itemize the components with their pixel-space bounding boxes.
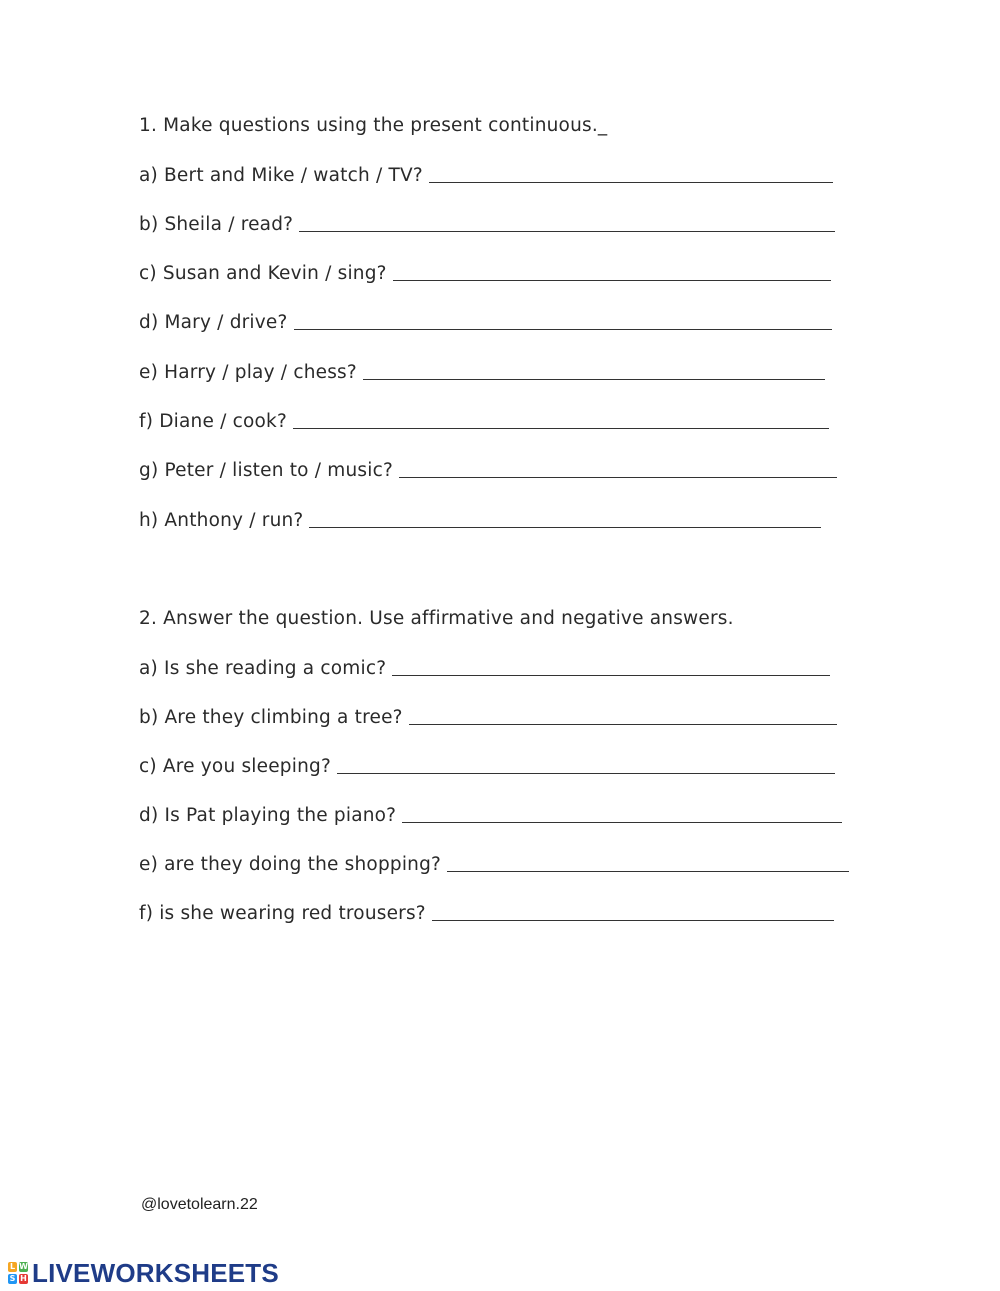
liveworksheets-logo[interactable]: [8, 1258, 279, 1288]
answer-blank[interactable]: [432, 919, 834, 921]
answer-blank[interactable]: [309, 526, 821, 528]
question-prompt: b) Are they climbing a tree?: [139, 707, 403, 728]
answer-blank[interactable]: [429, 181, 833, 183]
question-prompt: a) Is she reading a comic?: [139, 658, 387, 679]
answer-blank[interactable]: [393, 279, 831, 281]
section1-item-f: [139, 411, 829, 432]
question-prompt: c) Susan and Kevin / sing?: [139, 263, 387, 284]
answer-blank[interactable]: [402, 821, 842, 823]
question-prompt: e) are they doing the shopping?: [139, 854, 442, 875]
question-prompt: c) Are you sleeping?: [139, 756, 331, 777]
section2-heading: 2. Answer the question. Use affirmative and negative answers.: [139, 608, 734, 629]
section1-item-a: [139, 165, 833, 186]
question-prompt: a) Bert and Mike / watch / TV?: [139, 165, 423, 186]
logo-square: H: [20, 1274, 27, 1283]
section1-item-g: [139, 460, 837, 481]
question-prompt: f) is she wearing red trousers?: [139, 903, 426, 924]
question-prompt: d) Is Pat playing the piano?: [139, 805, 397, 826]
logo-square: W: [19, 1262, 28, 1271]
section2-item-c: [139, 756, 835, 777]
answer-blank[interactable]: [363, 378, 825, 380]
section2-item-f: [139, 903, 834, 924]
question-prompt: h) Anthony / run?: [139, 510, 304, 531]
answer-blank[interactable]: [293, 427, 829, 429]
section1-item-b: [139, 214, 835, 235]
answer-blank[interactable]: [294, 328, 832, 330]
answer-blank[interactable]: [399, 476, 837, 478]
section1-item-h: [139, 510, 821, 531]
logo-square: L: [9, 1262, 16, 1271]
author-handle: @lovetolearn.22: [141, 1196, 258, 1213]
logo-square: S: [9, 1274, 16, 1283]
question-prompt: e) Harry / play / chess?: [139, 362, 357, 383]
answer-blank[interactable]: [447, 870, 849, 872]
question-prompt: g) Peter / listen to / music?: [139, 460, 393, 481]
section2-item-d: [139, 805, 842, 826]
answer-blank[interactable]: [409, 723, 837, 725]
question-prompt: b) Sheila / read?: [139, 214, 294, 235]
answer-blank[interactable]: [392, 674, 830, 676]
section1-item-d: [139, 312, 832, 333]
question-prompt: f) Diane / cook?: [139, 411, 287, 432]
section1-item-e: [139, 362, 825, 383]
section2-item-a: [139, 658, 830, 679]
section1-heading: 1. Make questions using the present continuous._: [139, 115, 608, 136]
logo-squares-icon: [8, 1262, 28, 1284]
answer-blank[interactable]: [299, 230, 835, 232]
section2-item-b: [139, 707, 837, 728]
section2-item-e: [139, 854, 849, 875]
question-prompt: d) Mary / drive?: [139, 312, 288, 333]
logo-text: LIVEWORKSHEETS: [32, 1257, 279, 1288]
section1-item-c: [139, 263, 831, 284]
answer-blank[interactable]: [337, 772, 835, 774]
